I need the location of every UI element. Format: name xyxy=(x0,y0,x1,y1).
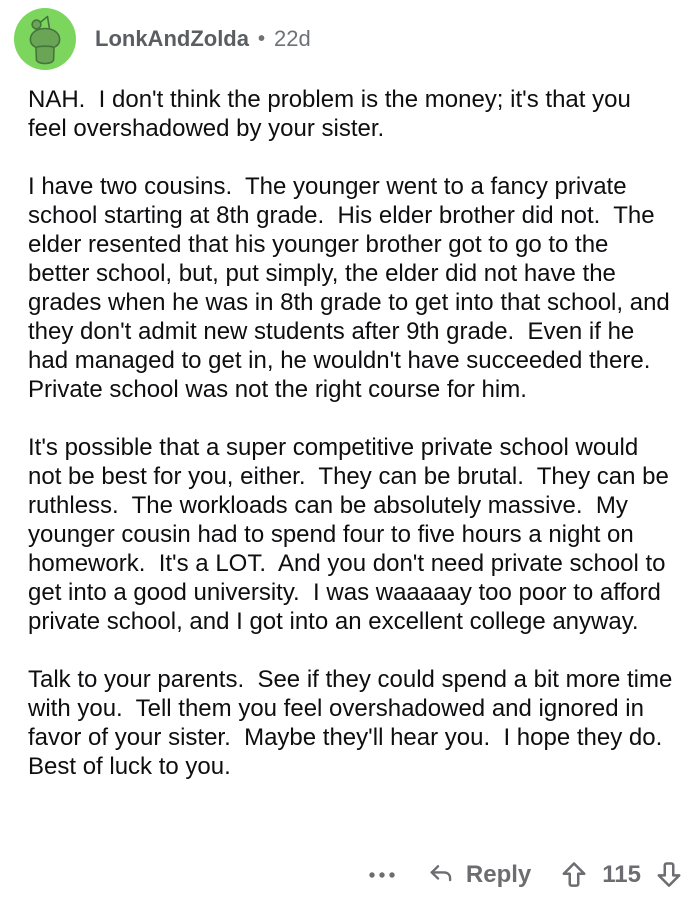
vote-controls xyxy=(559,859,684,891)
comment-paragraph: It's possible that a super competitive private school would not be best for you, either. They can be brutal. They can be ruthless. The workloads can be absolutely massive. My younger cousin had to spend four to five hours a night on homework. It's a LOT. And you don't need private school to get into a good university. I was waaaaay too poor to afford private school, and I got into an excellent college anyway. xyxy=(28,434,676,635)
timestamp: 22d xyxy=(274,26,311,51)
reply-label: Reply xyxy=(465,861,532,888)
ellipsis-icon xyxy=(366,869,398,881)
vote-count: 115 xyxy=(602,861,641,888)
reply-button[interactable] xyxy=(426,861,531,889)
upvote-button[interactable] xyxy=(559,859,589,891)
downvote-arrow-icon xyxy=(654,859,684,891)
more-options-button[interactable] xyxy=(366,869,398,881)
comment-paragraph: I have two cousins. The younger went to a fancy private school starting at 8th grade. His elder brother did not. The elder resented that his younger brother got to go to the better school, but, put simply, the elder did not have the grades when he was in 8th grade to get into that school, and they don't admit new students after 9th grade. Even if he had managed to get in, he wouldn't have succeeded there. Private school was not the right course for him. xyxy=(28,173,677,403)
comment-paragraph: NAH. I don't think the problem is the money; it's that you feel overshadowed by your sister. xyxy=(28,86,638,142)
snoo-avatar-icon xyxy=(14,8,76,70)
upvote-arrow-icon xyxy=(559,859,589,891)
comment-header xyxy=(0,0,700,70)
avatar[interactable] xyxy=(14,8,76,70)
reply-arrow-icon xyxy=(426,861,456,889)
comment-action-bar xyxy=(0,859,700,891)
downvote-button[interactable] xyxy=(654,859,684,891)
meta-separator: • xyxy=(257,27,265,50)
comment-meta xyxy=(95,26,311,52)
username[interactable]: LonkAndZolda xyxy=(95,26,249,51)
comment-paragraph: Talk to your parents. See if they could spend a bit more time with you. Tell them you feel overshadowed and ignored in favor of your sister. Maybe they'll hear you. I hope they do. Best of luck to you. xyxy=(28,666,680,780)
comment-body xyxy=(0,70,700,781)
